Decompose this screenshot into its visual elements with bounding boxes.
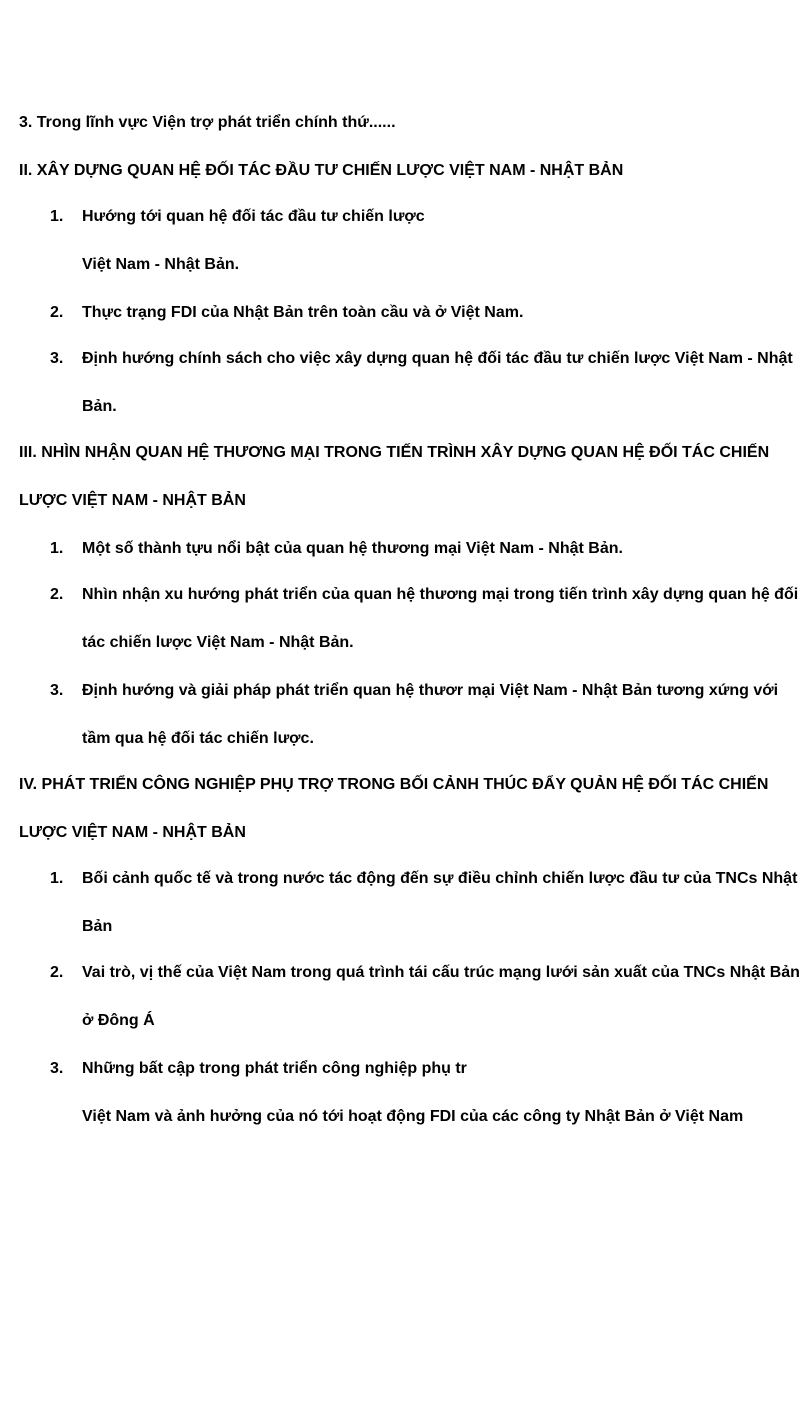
section-2-item-3-line-1: Định hướng chính sách cho việc xây dựng quan hệ đối tác đầu tư chiến lược Việt Nam - Nhật: [82, 350, 793, 367]
section-2-item-1-number: 1.: [50, 208, 64, 225]
section-4-item-1-line-1: Bối cảnh quốc tế và trong nước tác động đến sự điều chỉnh chiến lược đầu tư của TNCs Nhật: [82, 870, 798, 887]
section-4-item-3-number: 3.: [50, 1060, 64, 1077]
section-3-item-2-line-1: Nhìn nhận xu hướng phát triển của quan hệ thương mại trong tiến trình xây dựng quan hệ đối: [82, 586, 799, 603]
section-4-item-3-line-2: Việt Nam và ảnh hưởng của nó tới hoạt động FDI của các công ty Nhật Bản ở Việt Nam: [82, 1108, 744, 1125]
section-2-item-3-number: 3.: [50, 350, 64, 367]
section-4-item-2-line-2: ở Đông Á: [82, 1012, 155, 1029]
section-2-item-2-number: 2.: [50, 304, 64, 321]
section-3-item-1-line-1: Một số thành tựu nổi bật của quan hệ thương mại Việt Nam - Nhật Bản.: [82, 540, 623, 557]
section-4-item-1-number: 1.: [50, 870, 64, 887]
section-3-title-line-1: III. NHÌN NHẬN QUAN HỆ THƯƠNG MẠI TRONG TIẾN TRÌNH XÂY DỰNG QUAN HỆ ĐỐI TÁC CHIẾN: [19, 444, 770, 461]
section-2-title: II. XÂY DỰNG QUAN HỆ ĐỐI TÁC ĐẦU TƯ CHIẾN LƯỢC VIỆT NAM - NHẬT BẢN: [19, 162, 624, 179]
section-2-item-2-line-1: Thực trạng FDI của Nhật Bản trên toàn cầu và ở Việt Nam.: [82, 304, 524, 321]
section-4-title-line-1: IV. PHÁT TRIỂN CÔNG NGHIỆP PHỤ TRỢ TRONG BỐI CẢNH THÚC ĐẨY QUẢN HỆ ĐỐI TÁC CHIẾN: [19, 776, 769, 793]
toc-entry-oda: 3. Trong lĩnh vực Viện trợ phát triển chính thứ......: [19, 114, 396, 131]
section-3-item-3-line-1: Định hướng và giải pháp phát triển quan hệ thươr mại Việt Nam - Nhật Bản tương xứng với: [82, 682, 779, 699]
section-3-item-3-line-2: tầm qua hệ đối tác chiến lược.: [82, 730, 314, 747]
section-2-item-1-line-1: Hướng tới quan hệ đối tác đầu tư chiến lược: [82, 208, 425, 225]
section-3-item-3-number: 3.: [50, 682, 64, 699]
section-3-item-2-line-2: tác chiến lược Việt Nam - Nhật Bản.: [82, 634, 354, 651]
section-2-item-1-line-2: Việt Nam - Nhật Bản.: [82, 256, 240, 273]
section-4-item-3-line-1: Những bất cập trong phát triển công nghiệp phụ tr: [82, 1060, 467, 1077]
section-3-title-line-2: LƯỢC VIỆT NAM - NHẬT BẢN: [19, 492, 246, 509]
section-4-item-1-line-2: Bản: [82, 918, 113, 935]
section-4-item-2-line-1: Vai trò, vị thế của Việt Nam trong quá trình tái cấu trúc mạng lưới sản xuất của TNCs Nhật Bản: [82, 964, 800, 981]
section-4-item-2-number: 2.: [50, 964, 64, 981]
section-3-item-1-number: 1.: [50, 540, 64, 557]
section-4-title-line-2: LƯỢC VIỆT NAM - NHẬT BẢN: [19, 824, 246, 841]
section-3-item-2-number: 2.: [50, 586, 64, 603]
section-2-item-3-line-2: Bản.: [82, 398, 117, 415]
